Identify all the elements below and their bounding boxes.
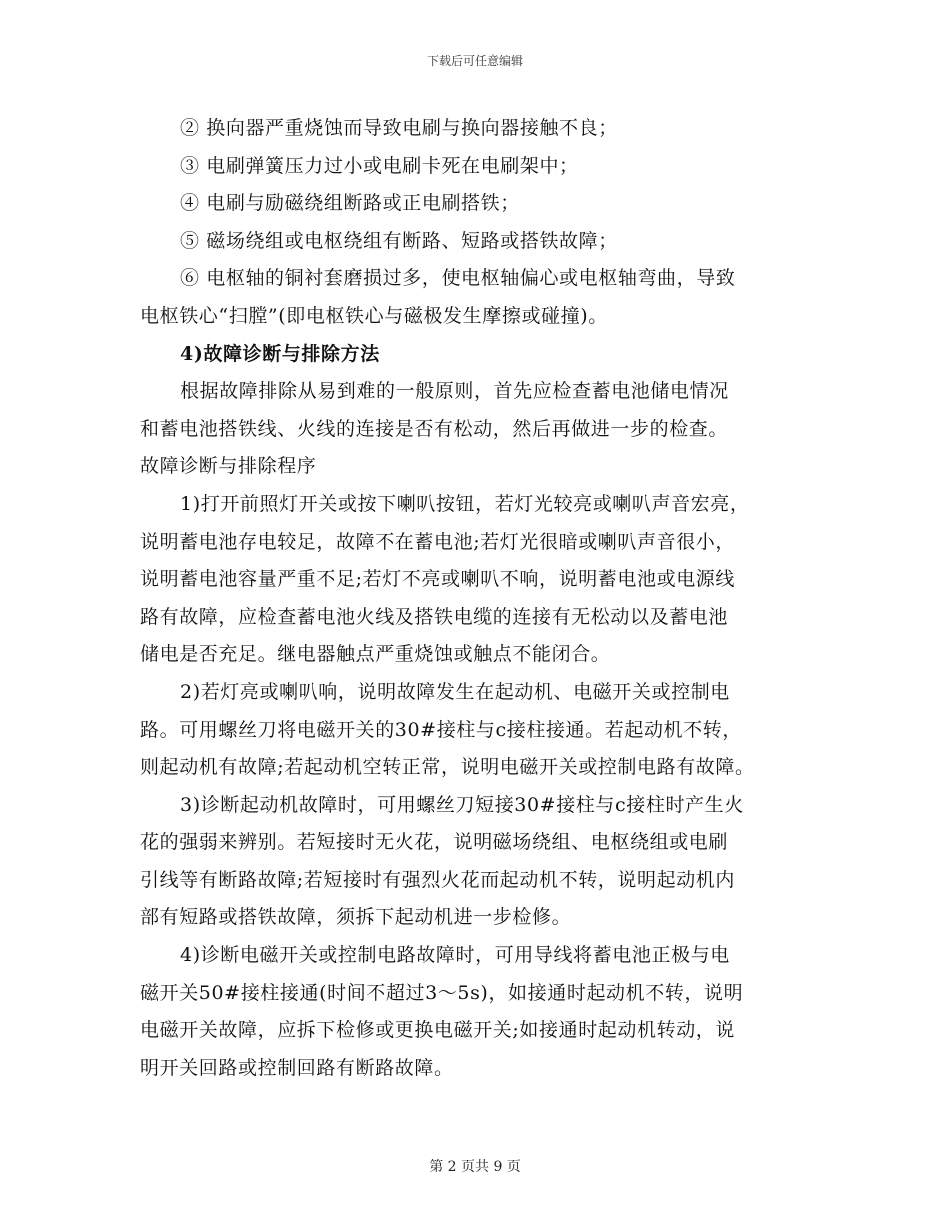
text-line: ④ 电刷与励磁绕组断路或正电刷搭铁；	[180, 192, 520, 215]
text-line: 部有短路或搭铁故障，须拆下起动机进一步检修。	[140, 906, 572, 929]
text-line: 花的强弱来辨别。若短接时无火花，说明磁场绕组、电枢绕组或电刷	[140, 831, 729, 854]
page-header: 下载后可任意编辑	[426, 54, 523, 68]
text-line: 说明蓄电池存电较足，故障不在蓄电池;若灯光很暗或喇叭声音很小，	[140, 530, 736, 553]
text-line: ② 换向器严重烧蚀而导致电刷与换向器接触不良；	[180, 117, 618, 139]
text-line: 路。可用螺丝刀将电磁开关的30#接柱与c接柱接通。若起动机不转，	[140, 718, 742, 741]
text-line: ③ 电刷弹簧压力过小或电刷卡死在电刷架中；	[180, 154, 579, 177]
text-line: 和蓄电池搭铁线、火线的连接是否有松动，然后再做进一步的检查。	[140, 417, 729, 440]
text-line: 引线等有断路故障;若短接时有强烈火花而起动机不转，说明起动机内	[140, 868, 736, 891]
text-line: 路有故障，应检查蓄电池火线及搭铁电缆的连接有无松动以及蓄电池	[140, 605, 729, 628]
text-line: ⑤ 磁场绕组或电枢绕组有断路、短路或搭铁故障；	[180, 229, 618, 252]
document-body	[140, 110, 820, 1087]
text-line: 3)诊断起动机故障时，可用螺丝刀短接30#接柱与c接柱时产生火	[180, 793, 744, 816]
page-footer: 第 2 页共 9 页	[429, 1159, 521, 1175]
text-line: 故障诊断与排除程序	[140, 455, 317, 478]
text-line: 电枢铁心“扫膛”(即电枢铁心与磁极发生摩擦或碰撞)。	[140, 304, 608, 327]
text-line: ⑥ 电枢轴的铜衬套磨损过多，使电枢轴偏心或电枢轴弯曲，导致	[180, 267, 736, 290]
text-line: 说明蓄电池容量严重不足;若灯不亮或喇叭不响，说明蓄电池或电源线	[140, 568, 736, 591]
section-heading: 4)故障诊断与排除方法	[180, 342, 380, 365]
text-line: 明开关回路或控制回路有断路故障。	[140, 1056, 454, 1079]
text-line: 根据故障排除从易到难的一般原则，首先应检查蓄电池储电情况	[180, 380, 729, 403]
text-line: 磁开关50#接柱接通(时间不超过3～5s)，如接通时起动机不转，说明	[140, 981, 744, 1004]
text-line: 电磁开关故障，应拆下检修或更换电磁开关;如接通时起动机转动，说	[140, 1019, 736, 1042]
text-line: 1)打开前照灯开关或按下喇叭按钮，若灯光较亮或喇叭声音宏亮，	[180, 492, 750, 515]
text-line: 4)诊断电磁开关或控制电路故障时，可用导线将蓄电池正极与电	[180, 944, 730, 967]
text-line: 2)若灯亮或喇叭响，说明故障发生在起动机、电磁开关或控制电	[180, 680, 730, 703]
text-line: 则起动机有故障;若起动机空转正常，说明电磁开关或控制电路有故障。	[140, 756, 755, 779]
text-line: 储电是否充足。继电器触点严重烧蚀或触点不能闭合。	[140, 643, 611, 666]
